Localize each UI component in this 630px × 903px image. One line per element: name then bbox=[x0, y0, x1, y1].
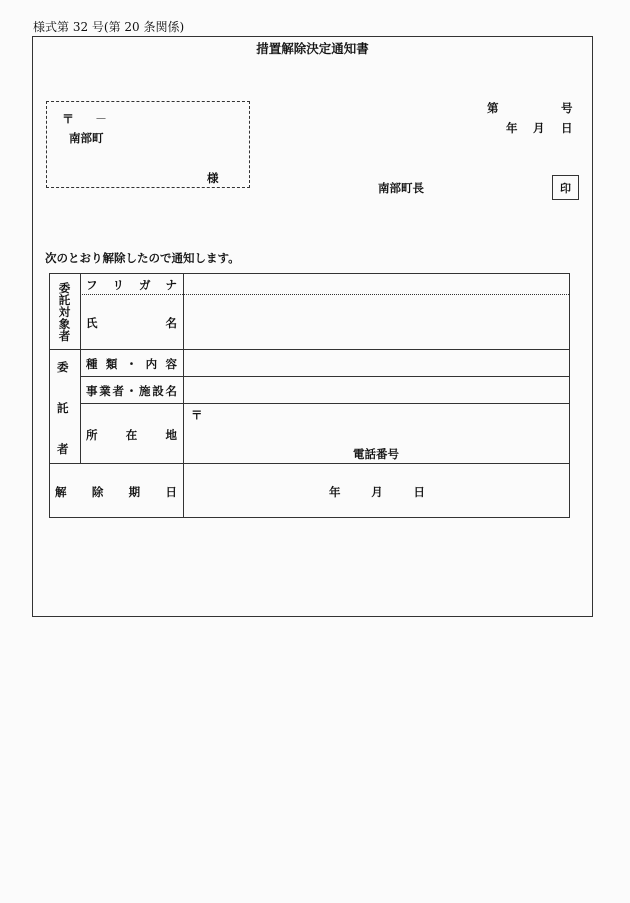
seal-box bbox=[552, 175, 579, 200]
release-date-char: 期 bbox=[128, 485, 141, 499]
doc-number-suffix: 号 bbox=[561, 101, 573, 115]
table-border-bottom bbox=[49, 517, 570, 518]
table-border-top bbox=[49, 273, 570, 274]
trustee-char: 委 bbox=[57, 360, 69, 374]
business-char: 施 bbox=[139, 384, 151, 398]
entrusted-char: 託 bbox=[58, 293, 71, 307]
date-year: 年 bbox=[506, 121, 518, 135]
addressee-honorific: 様 bbox=[207, 171, 219, 185]
release-table bbox=[49, 273, 570, 518]
release-date-value bbox=[329, 484, 425, 500]
type-content-char: 類 bbox=[105, 357, 118, 371]
entrusted-char: 者 bbox=[58, 329, 71, 343]
table-group-divider bbox=[80, 273, 81, 464]
document-title: 措置解除決定通知書 bbox=[256, 41, 369, 56]
release-date-char: 除 bbox=[91, 485, 104, 499]
furigana-char: フ bbox=[86, 278, 98, 292]
row-divider-1 bbox=[49, 349, 570, 350]
furigana-divider bbox=[80, 294, 569, 295]
release-date-char: 日 bbox=[165, 485, 177, 499]
row-divider-3 bbox=[80, 403, 570, 404]
release-date-char: 解 bbox=[55, 485, 67, 499]
entrusted-group-label bbox=[49, 282, 80, 342]
business-char: 事 bbox=[86, 384, 98, 398]
table-border-right bbox=[569, 273, 570, 518]
trustee-char: 託 bbox=[57, 401, 69, 415]
release-date-month: 月 bbox=[371, 485, 383, 499]
postal-mark: 〒 bbox=[62, 112, 75, 126]
type-content-char: ・ bbox=[125, 357, 138, 371]
release-date-label bbox=[55, 484, 177, 500]
form-number: 様式第 32 号(第 20 条関係) bbox=[33, 20, 185, 34]
furigana-char: ナ bbox=[165, 278, 177, 292]
furigana-char: リ bbox=[112, 278, 124, 292]
furigana-label bbox=[86, 277, 177, 293]
phone-label: 電話番号 bbox=[353, 447, 399, 461]
location-char: 地 bbox=[165, 428, 177, 442]
postal-dash: － bbox=[95, 112, 108, 126]
address-town: 南部町 bbox=[69, 131, 104, 145]
business-char: ・ bbox=[125, 384, 138, 398]
furigana-char: ガ bbox=[139, 278, 151, 292]
business-char: 業 bbox=[99, 384, 111, 398]
type-content-char: 内 bbox=[145, 357, 158, 371]
intro-text: 次のとおり解除したので通知します。 bbox=[45, 251, 240, 265]
location-postal-mark: 〒 bbox=[191, 408, 203, 422]
name-label bbox=[86, 315, 177, 331]
date-day: 日 bbox=[561, 121, 573, 135]
location-char: 在 bbox=[125, 428, 138, 442]
location-char: 所 bbox=[86, 428, 98, 442]
name-char: 名 bbox=[165, 316, 177, 330]
seal-label: 印 bbox=[560, 181, 571, 195]
issuer-name: 南部町長 bbox=[378, 181, 424, 195]
table-label-divider bbox=[183, 273, 184, 518]
business-char: 設 bbox=[152, 384, 164, 398]
entrusted-char: 象 bbox=[58, 317, 71, 331]
doc-number-prefix: 第 bbox=[487, 101, 499, 115]
business-char: 名 bbox=[165, 384, 177, 398]
type-content-label bbox=[86, 356, 177, 372]
entrusted-char: 対 bbox=[58, 305, 71, 319]
location-label bbox=[86, 427, 177, 443]
business-label bbox=[86, 383, 177, 399]
business-char: 者 bbox=[112, 384, 124, 398]
name-char: 氏 bbox=[86, 316, 98, 330]
date-month: 月 bbox=[533, 121, 545, 135]
row-divider-4 bbox=[49, 463, 570, 464]
row-divider-2 bbox=[80, 376, 570, 377]
type-content-char: 種 bbox=[86, 357, 98, 371]
release-date-day: 日 bbox=[413, 485, 425, 499]
type-content-char: 容 bbox=[165, 357, 177, 371]
entrusted-char: 委 bbox=[58, 281, 71, 295]
release-date-year: 年 bbox=[329, 485, 341, 499]
trustee-char: 者 bbox=[57, 442, 69, 456]
